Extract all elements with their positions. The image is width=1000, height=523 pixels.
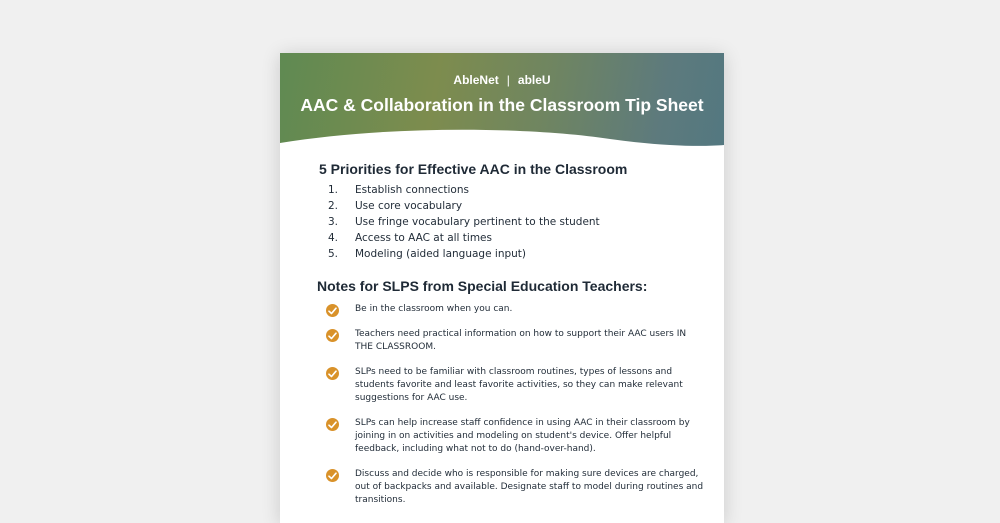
header-wave-divider xyxy=(280,125,724,165)
priority-text: Access to AAC at all times xyxy=(355,232,492,244)
checkmark-icon xyxy=(326,418,339,431)
priority-number: 1. xyxy=(328,184,339,196)
note-text: Teachers need practical information on how to support their AAC users IN THE CLASSROOM. xyxy=(355,329,687,352)
note-text: Be in the classroom when you can. xyxy=(355,304,513,314)
note-item xyxy=(324,417,704,456)
priorities-list xyxy=(328,184,708,264)
priority-text: Use fringe vocabulary pertinent to the student xyxy=(355,216,600,228)
priority-item xyxy=(328,200,708,216)
note-item xyxy=(324,366,704,405)
priority-number: 2. xyxy=(328,200,339,212)
priority-item xyxy=(328,248,708,264)
notes-heading: Notes for SLPS from Special Education Teachers: xyxy=(317,278,648,294)
priority-number: 3. xyxy=(328,216,339,228)
priority-text: Modeling (aided language input) xyxy=(355,248,527,260)
checkmark-icon xyxy=(326,469,339,482)
note-text: Discuss and decide who is responsible for making sure devices are charged, out of backpacks and available. Designate staff to model during routines and transitions. xyxy=(355,469,704,505)
priority-text: Establish connections xyxy=(355,184,469,196)
priority-item xyxy=(328,184,708,200)
page-title: AAC & Collaboration in the Classroom Tip Sheet xyxy=(300,95,704,115)
note-item xyxy=(324,328,704,354)
checkmark-icon xyxy=(326,329,339,342)
checkmark-icon xyxy=(326,304,339,317)
note-text: SLPs need to be familiar with classroom routines, types of lessons and students favorite and least favorite activities, so they can make relevant suggestions for AAC use. xyxy=(355,367,683,403)
note-item xyxy=(324,468,704,507)
priority-number: 4. xyxy=(328,232,339,244)
priority-text: Use core vocabulary xyxy=(355,200,463,212)
priority-item xyxy=(328,232,708,248)
note-text: SLPs can help increase staff confidence in using AAC in their classroom by joining in on activities and modeling on student's device. Offer helpful feedback, including what not to do (hand-over-hand). xyxy=(355,418,690,454)
brand-separator: | xyxy=(506,73,510,87)
priority-item xyxy=(328,216,708,232)
ablenet-logo: AbleNet xyxy=(453,73,499,87)
notes-list xyxy=(324,303,704,519)
priority-number: 5. xyxy=(328,248,339,260)
tip-sheet-page xyxy=(280,53,724,523)
checkmark-icon xyxy=(326,367,339,380)
note-item xyxy=(324,303,704,316)
ableu-logo: ableU xyxy=(517,73,551,87)
brand-logos xyxy=(280,73,724,87)
priorities-heading: 5 Priorities for Effective AAC in the Classroom xyxy=(319,161,628,177)
